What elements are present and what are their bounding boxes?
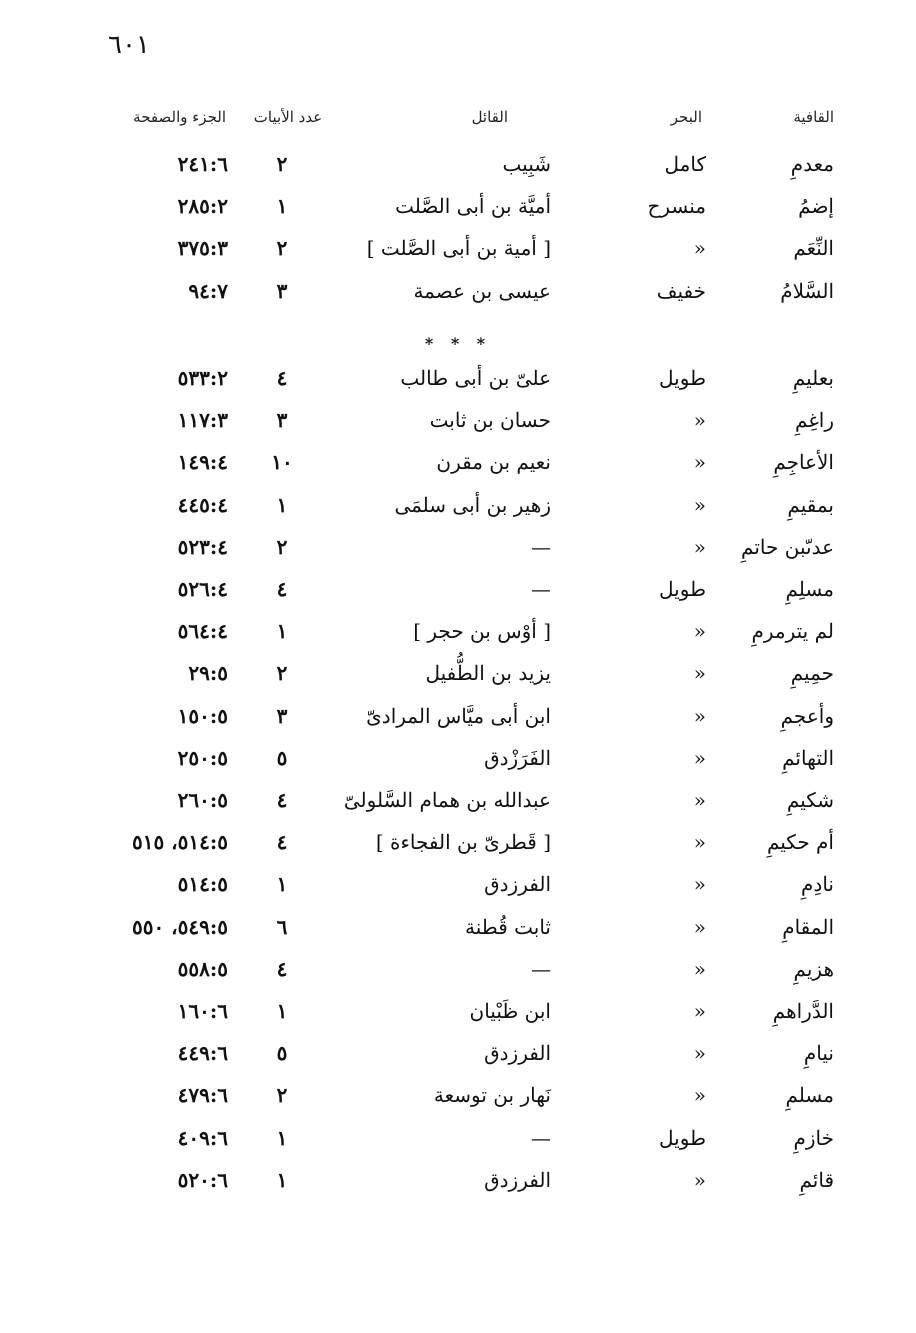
cell-qafiya: الدَّراهمِ bbox=[772, 999, 834, 1023]
cell-bahr: « bbox=[693, 534, 706, 559]
table-row bbox=[0, 615, 916, 655]
table-row bbox=[0, 1164, 916, 1204]
cell-qafiya: عدىّبن حاتمِ bbox=[741, 534, 834, 559]
cell-qail: عبدالله بن همام السَّلولىّ bbox=[343, 788, 551, 812]
cell-qafiya: السَّلامُ bbox=[780, 278, 834, 303]
header-qail: القائل bbox=[471, 108, 508, 126]
table-row bbox=[0, 1037, 916, 1077]
cell-volume-page: ٤٤٥:٤ bbox=[177, 492, 228, 517]
table-row bbox=[0, 232, 916, 272]
cell-verse-count: ٤ bbox=[276, 830, 288, 855]
cell-qafiya: النِّعَم bbox=[793, 236, 834, 261]
cell-verse-count: ٦ bbox=[276, 914, 288, 939]
cell-verse-count: ٢ bbox=[276, 1083, 288, 1108]
cell-qafiya: أم حكيمِ bbox=[766, 830, 834, 855]
cell-qafiya: المقامِ bbox=[782, 914, 834, 939]
table-row bbox=[0, 953, 916, 993]
cell-qail: يزيد بن الطُّفيل bbox=[425, 661, 551, 686]
cell-bahr: « bbox=[693, 236, 706, 261]
table-row bbox=[0, 911, 916, 951]
cell-bahr: « bbox=[693, 956, 706, 981]
cell-qail: نَهار بن توسعة bbox=[433, 1083, 551, 1108]
cell-bahr: « bbox=[693, 1083, 706, 1108]
cell-volume-page: ٣٧٥:٣ bbox=[177, 236, 228, 261]
cell-bahr: طويل bbox=[659, 1125, 706, 1150]
cell-volume-page: ٤٧٩:٦ bbox=[177, 1083, 228, 1108]
cell-verse-count: ٤ bbox=[276, 366, 288, 390]
cell-qafiya: قائمِ bbox=[799, 1167, 834, 1192]
cell-verse-count: ١ bbox=[276, 1167, 288, 1192]
cell-verse-count: ٢ bbox=[276, 534, 288, 559]
cell-qail: ثابت قُطنة bbox=[465, 914, 551, 939]
cell-qail: الفرزدق bbox=[484, 1041, 551, 1066]
cell-qafiya: هزيمِ bbox=[793, 956, 834, 981]
table-row bbox=[0, 404, 916, 444]
cell-volume-page: ٥٤٩:٥، ٥٥٠ bbox=[131, 914, 228, 939]
cell-qail: أميَّة بن أبى الصَّلت bbox=[395, 194, 551, 219]
cell-verse-count: ١ bbox=[276, 999, 288, 1023]
table-row bbox=[0, 531, 916, 571]
cell-qail: الفَرَزْدق bbox=[484, 745, 551, 770]
cell-bahr: « bbox=[693, 872, 706, 897]
cell-qafiya: بعليمِ bbox=[792, 366, 834, 390]
cell-verse-count: ٣ bbox=[276, 408, 288, 433]
cell-bahr: منسرح bbox=[647, 194, 706, 219]
cell-verse-count: ٢ bbox=[276, 661, 288, 686]
cell-volume-page: ٥٥٨:٥ bbox=[177, 956, 228, 981]
cell-bahr: « bbox=[693, 830, 706, 855]
cell-volume-page: ٢٦٠:٥ bbox=[177, 788, 228, 812]
cell-volume-page: ٤٤٩:٦ bbox=[177, 1041, 228, 1066]
cell-volume-page: ٥٣٣:٢ bbox=[177, 366, 228, 390]
cell-bahr: « bbox=[693, 745, 706, 770]
cell-qail: [ أوْس بن حجر ] bbox=[413, 619, 551, 644]
cell-verse-count: ٤ bbox=[276, 788, 288, 812]
cell-volume-page: ٥١٤:٥، ٥١٥ bbox=[131, 830, 228, 855]
table-row bbox=[0, 148, 916, 188]
table-row bbox=[0, 489, 916, 529]
header-volume-page: الجزء والصفحة bbox=[133, 108, 226, 126]
cell-qail: — bbox=[531, 577, 551, 601]
table-row bbox=[0, 190, 916, 230]
cell-bahr: « bbox=[693, 999, 706, 1023]
cell-verse-count: ١ bbox=[276, 492, 288, 517]
table-row bbox=[0, 573, 916, 613]
cell-qail: عيسى بن عصمة bbox=[413, 278, 551, 303]
cell-qafiya: خازمِ bbox=[793, 1125, 834, 1150]
cell-qail: الفرزدق bbox=[484, 1167, 551, 1192]
table-row bbox=[0, 700, 916, 740]
cell-qafiya: معدمِ bbox=[790, 152, 834, 176]
table-row bbox=[0, 1079, 916, 1119]
cell-bahr: « bbox=[693, 661, 706, 686]
table-row bbox=[0, 1122, 916, 1162]
table-row bbox=[0, 868, 916, 908]
section-separator: * * * bbox=[424, 334, 492, 353]
cell-qail: — bbox=[531, 1125, 551, 1150]
cell-verse-count: ٥ bbox=[276, 745, 288, 770]
cell-qafiya: بمقيمِ bbox=[787, 492, 834, 517]
table-row bbox=[0, 362, 916, 402]
cell-bahr: كامل bbox=[664, 152, 706, 176]
cell-bahr: « bbox=[693, 450, 706, 475]
cell-qafiya: مسلمِ bbox=[785, 1083, 834, 1108]
cell-volume-page: ١٥٠:٥ bbox=[177, 703, 228, 728]
cell-bahr: « bbox=[693, 619, 706, 644]
cell-volume-page: ٢٩:٥ bbox=[188, 661, 228, 686]
cell-qail: الفرزدق bbox=[484, 872, 551, 897]
cell-volume-page: ٥٢٦:٤ bbox=[177, 577, 228, 601]
cell-qafiya: الأعاجِمِ bbox=[773, 450, 834, 475]
cell-qail: [ أمية بن أبى الصَّلت ] bbox=[366, 236, 551, 261]
cell-qafiya: راغِمِ bbox=[795, 408, 834, 433]
cell-volume-page: ٩٤:٧ bbox=[188, 278, 228, 303]
header-verse-count: عدد الأبيات bbox=[253, 108, 323, 126]
cell-bahr: « bbox=[693, 492, 706, 517]
cell-bahr: طويل bbox=[659, 366, 706, 390]
cell-verse-count: ٣ bbox=[276, 703, 288, 728]
cell-qail: — bbox=[531, 534, 551, 559]
cell-qafiya: مسلِمِ bbox=[785, 577, 834, 601]
cell-qafiya: لم يترمرمِ bbox=[751, 619, 834, 644]
table-row bbox=[0, 657, 916, 697]
cell-qafiya: شكيمِ bbox=[786, 788, 834, 812]
cell-qail: — bbox=[531, 956, 551, 981]
cell-verse-count: ١ bbox=[276, 872, 288, 897]
cell-verse-count: ٢ bbox=[276, 152, 288, 176]
cell-volume-page: ١٦٠:٦ bbox=[177, 999, 228, 1023]
cell-volume-page: ٢٤١:٦ bbox=[177, 152, 228, 176]
cell-verse-count: ٤ bbox=[276, 577, 288, 601]
cell-qail: شَبِيب bbox=[502, 152, 551, 176]
page-number: ٦٠١ bbox=[108, 30, 150, 60]
cell-volume-page: ٤٠٩:٦ bbox=[177, 1125, 228, 1150]
cell-qail: زهير بن أبى سلمَى bbox=[394, 492, 551, 517]
cell-bahr: طويل bbox=[659, 577, 706, 601]
table-row bbox=[0, 826, 916, 866]
cell-qafiya: وأعجمِ bbox=[780, 703, 834, 728]
cell-verse-count: ١ bbox=[276, 194, 288, 219]
cell-qafiya: حمِيمِ bbox=[790, 661, 834, 686]
cell-qail: حسان بن ثابت bbox=[429, 408, 551, 433]
cell-volume-page: ٢٨٥:٢ bbox=[177, 194, 228, 219]
cell-verse-count: ١ bbox=[276, 619, 288, 644]
cell-bahr: « bbox=[693, 703, 706, 728]
cell-qail: ابن أبى ميَّاس المرادىّ bbox=[366, 703, 551, 728]
cell-volume-page: ١١٧:٣ bbox=[177, 408, 228, 433]
cell-qafiya: نادِمِ bbox=[801, 872, 834, 897]
cell-verse-count: ٢ bbox=[276, 236, 288, 261]
cell-bahr: « bbox=[693, 788, 706, 812]
cell-verse-count: ٥ bbox=[276, 1041, 288, 1066]
cell-volume-page: ٥٦٤:٤ bbox=[177, 619, 228, 644]
cell-qafiya: التهائمِ bbox=[782, 745, 834, 770]
cell-bahr: « bbox=[693, 1041, 706, 1066]
table-row bbox=[0, 784, 916, 824]
cell-verse-count: ١٠ bbox=[271, 450, 293, 475]
cell-qail: نعيم بن مقرن bbox=[436, 450, 551, 475]
cell-verse-count: ٣ bbox=[276, 278, 288, 303]
cell-volume-page: ٥٢٣:٤ bbox=[177, 534, 228, 559]
cell-qafiya: إضمُ bbox=[798, 194, 834, 219]
cell-volume-page: ١٤٩:٤ bbox=[177, 450, 228, 475]
cell-qafiya: نيامِ bbox=[803, 1041, 834, 1066]
cell-verse-count: ١ bbox=[276, 1125, 288, 1150]
cell-qail: ابن ظَبْيان bbox=[469, 999, 551, 1023]
cell-volume-page: ٥١٤:٥ bbox=[177, 872, 228, 897]
table-row bbox=[0, 275, 916, 315]
cell-bahr: خفيف bbox=[656, 278, 706, 303]
cell-bahr: « bbox=[693, 1167, 706, 1192]
cell-bahr: « bbox=[693, 914, 706, 939]
cell-verse-count: ٤ bbox=[276, 956, 288, 981]
table-header bbox=[0, 100, 916, 140]
cell-bahr: « bbox=[693, 408, 706, 433]
table-row bbox=[0, 446, 916, 486]
header-qafiya: القافية bbox=[793, 108, 834, 126]
table-row bbox=[0, 742, 916, 782]
header-bahr: البحر bbox=[670, 108, 702, 126]
cell-qail: علىّ بن أبى طالب bbox=[400, 366, 551, 390]
table-row bbox=[0, 995, 916, 1035]
cell-volume-page: ٥٢٠:٦ bbox=[177, 1167, 228, 1192]
cell-volume-page: ٢٥٠:٥ bbox=[177, 745, 228, 770]
cell-qail: [ قَطرىّ بن الفجاءة ] bbox=[375, 830, 551, 855]
